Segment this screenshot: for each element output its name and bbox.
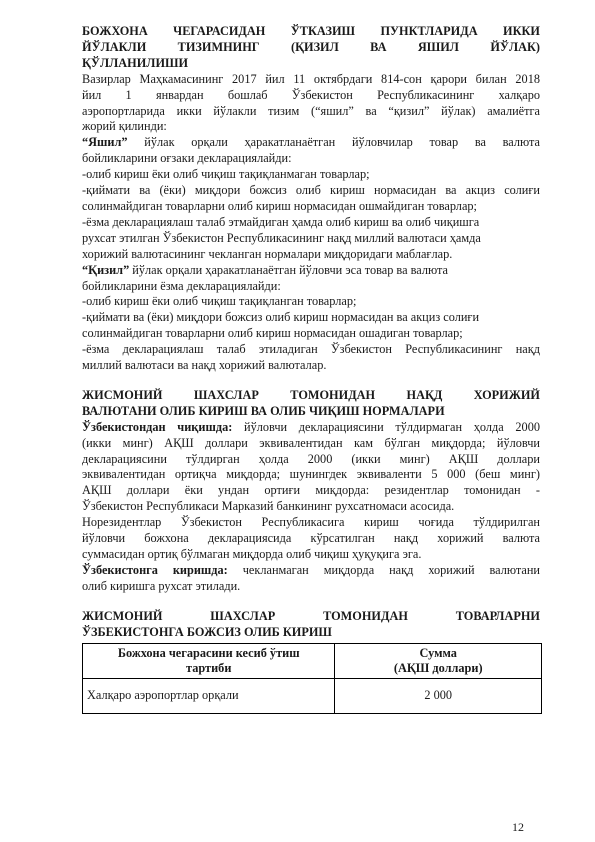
text-line: Вазирлар Маҳкамасининг 2017 йил 11 октябрдаги 814-сон қарори билан 2018 [82,71,540,86]
table-cell: 2 000 [335,678,542,713]
text-line: (икки минг) АҚШ доллари эквивалентидан кам бўлган миқдорда; йўловчи [82,435,540,450]
text-line [82,135,540,151]
text-line: жорий қилинди: [82,119,167,134]
heading-line: ЎЗБЕКИСТОНГА БОЖСИЗ ОЛИБ КИРИШ [82,624,332,639]
heading-line: ҚЎЛЛАНИЛИШИ [82,55,189,70]
text-line: олиб киришга рухсат этилади. [82,578,241,593]
text-line: -олиб кириш ёки олиб чиқиш тақиқланмаган товарлар; [82,167,370,182]
table-header-row [83,643,542,678]
text-line: аэропортларида икки йўлакли тизим (“яшил” ва “қизил” йўлак) амалиётга [82,103,540,118]
table-header-cell [335,643,542,678]
green-lane-term: “Яшил” [82,135,128,150]
red-lane-paragraph [82,263,540,374]
heading-line: БОЖХОНА ЧЕГАРАСИДАН ЎТКАЗИШ ПУНКТЛАРИДА ИККИ [82,24,540,38]
text-line: АҚШ доллари ёки ундан ортиғи миқдорда: резидентлар томонидан - [82,483,540,498]
text-line [82,420,540,436]
text-line: Норезидентлар Ўзбекистон Республикасига кириш чоғида тўлдирилган [82,515,540,530]
text-span: чекланмаган миқдорда нақд хорижий валютани [227,562,540,577]
duty-free-table [82,643,542,714]
text-line: эквивалентидан ортиқча миқдорда; шунингдек эквиваленти 5 000 (беш минг) [82,467,540,482]
header-text: тартиби [186,660,232,675]
table-cell: Халқаро аэропортлар орқали [83,678,335,713]
text-line: -қиймати ва (ёки) миқдори божсиз олиб кириш нормасидан ва акциз солиғи [82,310,480,325]
document-page [82,24,540,714]
text-line: декларациясини тўлдирган ҳолда 2000 (икки минг) АҚШ доллари [82,451,540,466]
heading-line: ВАЛЮТАНИ ОЛИБ КИРИШ ВА ОЛИБ ЧИҚИШ НОРМАЛАРИ [82,403,445,418]
table-row [83,678,542,713]
entry-term: Ўзбекистонга киришда: [82,562,228,577]
spacer [82,374,540,388]
text-line: -ёзма декларациялаш талаб этмайдиган ҳамда олиб кириш ва олиб чиқишга [82,214,480,229]
table-header-cell [83,643,335,678]
header-text: Божхона чегарасини кесиб ўтиш [117,645,300,660]
header-text: (АҚШ доллари) [393,660,483,675]
green-lane-paragraph [82,135,540,262]
text-line: бойликларини оғзаки декларациялайди: [82,151,292,166]
text-line: рухсат этилган Ўзбекистон Республикасининг нақд миллий валютаси ҳамда [82,230,481,245]
section1-intro [82,72,540,136]
text-line: хорижий валютасининг чекланган нормалари миқдоридаги маблағлар. [82,246,453,261]
text-line: -қиймати ва (ёки) миқдори божсиз олиб кириш нормасидан ва акциз солиғи [82,183,540,198]
text-line: миллий валютаси ва нақд хорижий валюталар. [82,358,327,373]
section1-heading [82,24,540,72]
heading-line: ЖИСМОНИЙ ШАХСЛАР ТОМОНИДАН ТОВАРЛАРНИ [82,608,540,623]
exit-paragraph [82,420,540,515]
text-line [82,563,540,579]
heading-line: ЙЎЛАКЛИ ТИЗИМНИНГ (ҚИЗИЛ ВА ЯШИЛ ЙЎЛАК) [82,39,540,54]
text-line: бойликларини ёзма декларациялайди: [82,278,281,293]
text-line: солинмайдиган товарларни олиб кириш нормасидан ошмайдиган товарлар; [82,198,477,213]
header-text: Сумма [419,645,457,660]
spacer [82,595,540,609]
text-line [82,263,540,279]
text-line: Ўзбекистон Республикаси Марказий банкининг рухсатномаси асосида. [82,499,455,514]
text-line: -олиб кириш ёки олиб чиқиш тақиқланган товарлар; [82,294,357,309]
page-number: 12 [512,820,524,834]
exit-term: Ўзбекистондан чиқишда: [82,419,233,434]
text-line: йўловчи божхона декларациясида кўрсатилган нақд хорижий валюта [82,531,540,546]
text-line: суммасидан ортиқ бўлмаган миқдорда олиб чиқиш ҳуқуқига эга. [82,547,422,561]
text-line: солинмайдиган товарларни олиб кириш нормасидан ошадиган товарлар; [82,326,463,341]
text-span: йўлак орқали ҳаракатланаётган йўловчилар товар ва валюта [127,135,540,150]
entry-paragraph [82,563,540,595]
section2-heading [82,388,540,420]
red-lane-term: “Қизил” [82,262,130,277]
text-span: йўловчи декларациясини тўлдирмаган ҳолда 2000 [232,419,541,434]
nonresident-paragraph [82,515,540,563]
text-line: йил 1 январдан бошлаб Ўзбекистон Республикасининг халқаро [82,87,540,102]
heading-line: ЖИСМОНИЙ ШАХСЛАР ТОМОНИДАН НАҚД ХОРИЖИЙ [82,387,540,402]
text-span: йўлак орқали ҳаракатланаётган йўловчи эса товар ва валюта [129,262,448,277]
section3-heading [82,609,540,641]
text-line: -ёзма декларациялаш талаб этиладиган Ўзбекистон Республикасининг нақд [82,342,540,357]
